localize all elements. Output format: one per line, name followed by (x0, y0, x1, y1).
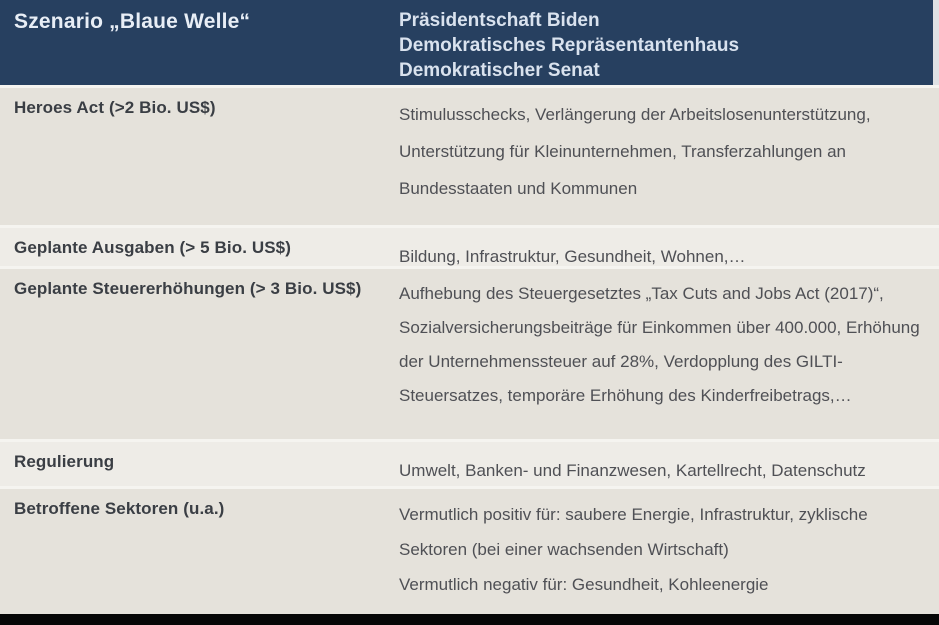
row-content-paragraph: Umwelt, Banken- und Finanzwesen, Kartellrecht, Datenschutz (399, 461, 866, 480)
row-content-paragraph: Aufhebung des Steuergesetztes „Tax Cuts and Jobs Act (2017)“, Sozialversicherungsbeiträge für Einkommen über 400.000, Erhöhung der Unternehmenssteuer auf 28%, Verdopplung des GILTI-Steuersatzes, temporäre Erhöhung des Kinderfreibetrags,… (399, 284, 920, 405)
table-row-geplante-ausgaben (0, 225, 939, 266)
table-row-regulierung (0, 439, 939, 486)
header-cell-scenario (0, 0, 399, 85)
row-label: Betroffene Sektoren (u.a.) (14, 499, 225, 518)
header-line-house: Demokratisches Repräsentantenhaus (399, 35, 740, 56)
header-line-president: Präsidentschaft Biden (399, 10, 600, 31)
row-content-paragraph: Bildung, Infrastruktur, Gesundheit, Wohnen,… (399, 247, 746, 266)
table-header-inner (0, 0, 933, 85)
table-row-geplante-steuererhoehungen (0, 266, 939, 439)
table-row-betroffene-sektoren (0, 486, 939, 614)
row-label: Geplante Ausgaben (> 5 Bio. US$) (14, 238, 291, 257)
bottom-bar (0, 614, 939, 625)
row-content-paragraph: Vermutlich negativ für: Gesundheit, Kohleenergie (399, 575, 769, 594)
row-label: Geplante Steuererhöhungen (> 3 Bio. US$) (14, 279, 362, 298)
row-label: Heroes Act (>2 Bio. US$) (14, 98, 216, 117)
table-header-row (0, 0, 939, 85)
row-label: Regulierung (14, 452, 115, 471)
row-content (399, 269, 939, 439)
row-content (399, 442, 939, 486)
row-content (399, 228, 939, 266)
table-row-heroes-act (0, 85, 939, 225)
header-cell-government (399, 0, 933, 85)
header-line-senate: Demokratischer Senat (399, 60, 600, 81)
row-content-paragraph: Vermutlich positiv für: saubere Energie, Infrastruktur, zyklische Sektoren (bei einer wachsenden Wirtschaft) (399, 505, 868, 559)
row-content (399, 489, 939, 614)
scenario-title: Szenario „Blaue Welle“ (14, 10, 251, 33)
row-content (399, 88, 939, 225)
row-content-paragraph: Stimulusschecks, Verlängerung der Arbeitslosenunterstützung, Unterstützung für Kleinunternehmen, Transferzahlungen an Bundesstaaten und Kommunen (399, 105, 871, 198)
